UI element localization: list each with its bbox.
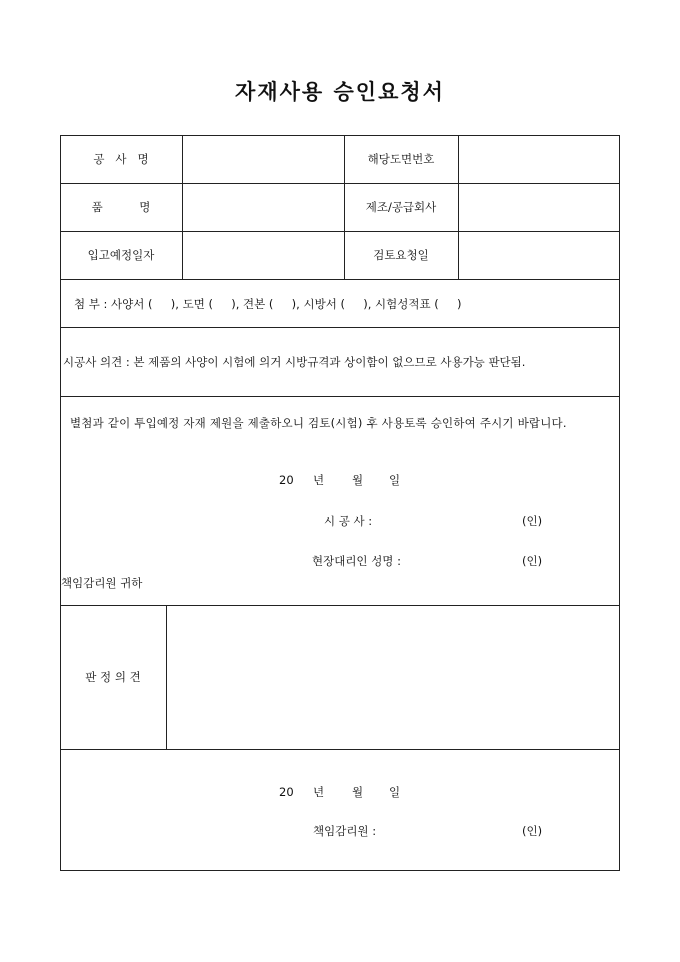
construction-name-field[interactable] [183,136,344,183]
attachments-line: 첨 부 : 사양서 ( ), 도면 ( ), 견본 ( ), 시방서 ( ), 시험성적표 ( ) [74,297,462,311]
approval-date-month-unit: 월 [352,785,364,799]
row-divider [60,749,620,750]
arrival-date-field[interactable] [183,232,344,279]
manufacturer-field[interactable] [459,184,619,231]
form-border-right [619,135,620,871]
request-date-year-unit: 년 [313,473,325,487]
drawing-number-label: 해당도면번호 [367,152,435,166]
approval-request-form [60,135,620,871]
contractor-seal: (인) [522,514,543,528]
site-agent-seal: (인) [522,554,543,568]
form-border-left [60,135,61,871]
item-name-label: 품 명 [91,200,151,214]
document-title: 자재사용 승인요청서 [235,79,445,104]
row-divider [60,279,620,280]
construction-name-label: 공 사 명 [93,152,149,166]
request-date-day-unit: 일 [389,473,401,487]
supervisor-seal: (인) [522,824,543,838]
supervisor-label: 책임감리원 : [313,824,377,838]
addressee: 책임감리원 귀하 [61,576,143,590]
request-date-month-unit: 월 [352,473,364,487]
contractor-label: 시 공 사 : [324,514,373,528]
item-name-field[interactable] [183,184,344,231]
approval-date-day-unit: 일 [389,785,401,799]
form-border-bottom [60,870,620,871]
judgment-field[interactable] [167,606,619,749]
approval-date-year: 20 [279,785,294,799]
review-date-field[interactable] [459,232,619,279]
request-date-year: 20 [279,473,294,487]
row-divider [60,396,620,397]
judgment-label: 판 정 의 견 [85,670,141,684]
approval-date-year-unit: 년 [313,785,325,799]
site-agent-label: 현장대리인 성명 : [312,554,401,568]
request-body: 별첨과 같이 투입예정 자재 제원을 제출하오니 검토(시험) 후 사용토록 승인하여 주시기 바랍니다. [70,416,567,430]
row-divider [60,327,620,328]
arrival-date-label: 입고예정일자 [87,248,155,262]
review-date-label: 검토요청일 [373,248,429,262]
drawing-number-field[interactable] [459,136,619,183]
contractor-opinion: 시공사 의견 : 본 제품의 사양이 시험에 의거 시방규격과 상이함이 없으므로 사용가능 판단됨. [63,355,526,369]
manufacturer-label: 제조/공급회사 [365,200,437,214]
